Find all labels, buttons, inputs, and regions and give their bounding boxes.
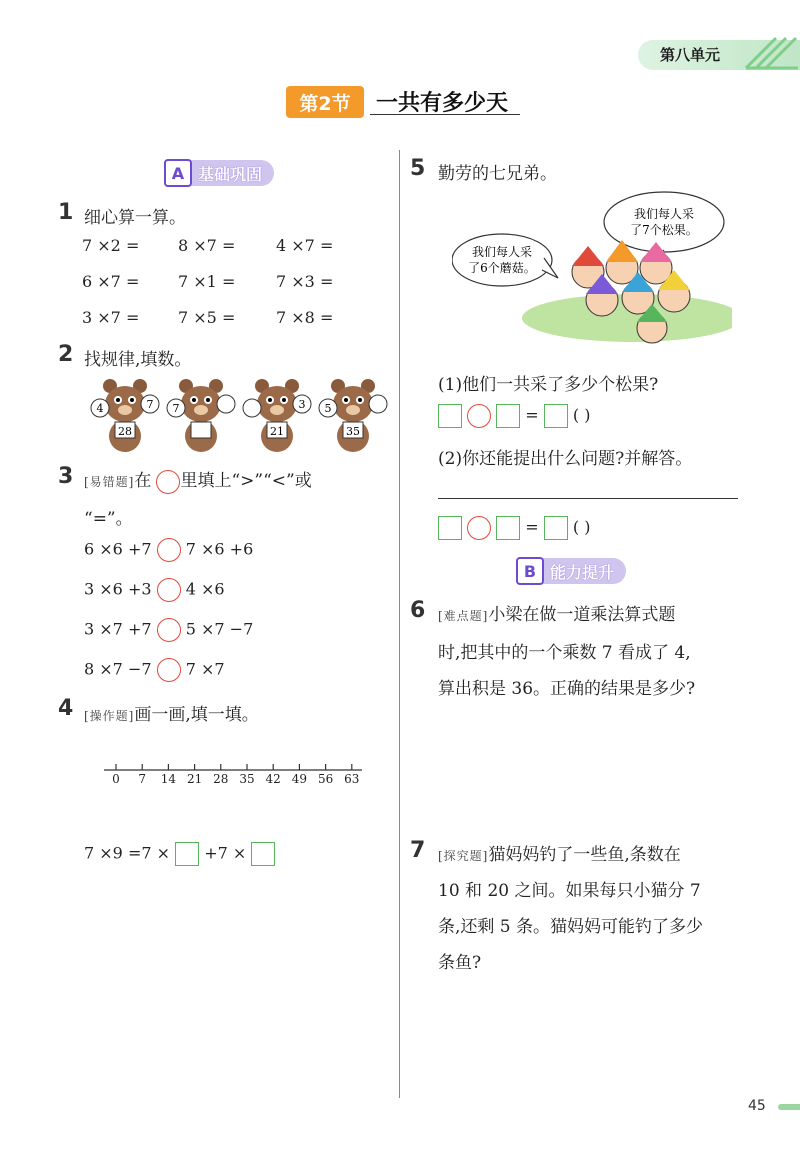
bubble1-line1: 我们每人采 xyxy=(633,207,695,221)
bear-icon xyxy=(243,379,311,452)
q2-number: 2 xyxy=(58,342,74,367)
q7-number: 7 xyxy=(410,838,426,863)
q1-item: 7 ×2 = xyxy=(82,236,140,255)
q2-text: 找规律,填数。 xyxy=(84,350,192,370)
q3-row xyxy=(84,578,225,602)
q7-line1-row xyxy=(438,840,681,865)
tick-label: 35 xyxy=(239,772,255,786)
q3-row xyxy=(84,618,253,642)
q4-eq-b: +7 × xyxy=(204,843,247,863)
bear-icon xyxy=(167,379,235,452)
q7-line2: 10 和 20 之间。如果每只小猫分 7 xyxy=(438,881,701,901)
bear-sign-number: 35 xyxy=(346,425,360,438)
bear-left-number: 7 xyxy=(172,402,180,415)
q6-number: 6 xyxy=(410,598,426,623)
q3-prompt xyxy=(84,466,312,494)
bear-left-number: 4 xyxy=(96,402,104,415)
page-bar xyxy=(778,1104,800,1110)
bears-illustration xyxy=(88,374,388,454)
answer-circle[interactable] xyxy=(157,538,181,562)
level-a-text: 基础巩固 xyxy=(198,164,263,184)
q1-item: 8 ×7 = xyxy=(178,236,236,255)
tick-label: 49 xyxy=(291,772,308,786)
answer-box[interactable] xyxy=(438,516,462,540)
bear-icon xyxy=(319,379,387,452)
level-a-badge xyxy=(166,160,274,186)
q3-text-line2: “=”。 xyxy=(84,509,133,529)
bear-sign-number: 28 xyxy=(118,425,132,438)
bear-icon xyxy=(91,379,159,452)
q6-line2: 时,把其中的一个乘数 7 看成了 4, xyxy=(438,643,691,663)
bubble2-line2: 了6个蘑菇。 xyxy=(468,261,536,275)
answer-circle[interactable] xyxy=(467,516,491,540)
q3-right: 4 ×6 xyxy=(185,579,225,599)
q6-tag: [难点题] xyxy=(438,609,489,623)
q3-left: 6 ×6 +7 xyxy=(84,539,152,559)
q1-item: 7 ×5 = xyxy=(178,308,236,327)
q3-left: 3 ×7 +7 xyxy=(84,619,152,639)
q7-tag: [探究题] xyxy=(438,849,489,863)
q4-prompt xyxy=(84,700,259,725)
answer-box[interactable] xyxy=(496,404,520,428)
tick-label: 28 xyxy=(213,772,229,786)
tick-label: 42 xyxy=(265,772,281,786)
answer-box[interactable] xyxy=(496,516,520,540)
unit-paren: ( ) xyxy=(572,517,591,537)
q3-right: 5 ×7 −7 xyxy=(185,619,254,639)
level-a-letter: A xyxy=(164,159,192,187)
q4-tag: [操作题] xyxy=(84,709,135,723)
q6-line1: 小梁在做一道乘法算式题 xyxy=(488,605,676,625)
answer-circle[interactable] xyxy=(157,658,181,682)
q1-item: 4 ×7 = xyxy=(276,236,334,255)
seven-brothers-illustration xyxy=(452,188,732,348)
q3-right: 7 ×7 xyxy=(185,659,225,679)
q3-tag: [易错题] xyxy=(84,475,135,489)
q3-text-pre: 在 xyxy=(134,471,152,491)
q5-sub1: (1)他们一共采了多少个松果? xyxy=(438,375,659,395)
q3-left: 8 ×7 −7 xyxy=(84,659,152,679)
level-b-badge xyxy=(518,558,626,584)
tick-label: 56 xyxy=(317,772,334,786)
level-b-text: 能力提升 xyxy=(550,562,615,582)
tick-label: 21 xyxy=(186,772,203,786)
q6-line1-row xyxy=(438,600,675,625)
section-badge: 第2节 xyxy=(286,86,364,118)
bear-right-number: 3 xyxy=(298,398,306,411)
stripes-icon xyxy=(742,32,800,72)
tick-label: 14 xyxy=(160,772,177,786)
answer-line[interactable] xyxy=(438,498,738,499)
q3-row xyxy=(84,658,225,682)
answer-box[interactable] xyxy=(544,516,568,540)
q1-number: 1 xyxy=(58,200,74,225)
tick-label: 0 xyxy=(112,772,120,786)
q7-line1: 猫妈妈钓了一些鱼,条数在 xyxy=(488,845,681,865)
bear-left-number: 5 xyxy=(324,402,332,415)
bubble2-line1: 我们每人采 xyxy=(471,245,533,259)
q3-number: 3 xyxy=(58,464,74,489)
tick-label: 63 xyxy=(344,772,360,786)
answer-circle[interactable] xyxy=(156,470,180,494)
answer-circle[interactable] xyxy=(467,404,491,428)
q7-line4: 条鱼? xyxy=(438,953,482,973)
unit-paren: ( ) xyxy=(572,405,591,425)
equals-sign: = xyxy=(525,517,539,537)
q3-left: 3 ×6 +3 xyxy=(84,579,152,599)
q5-equation-2 xyxy=(438,516,590,540)
q5-text: 勤劳的七兄弟。 xyxy=(438,164,557,184)
equals-sign: = xyxy=(525,405,539,425)
q6-line3: 算出积是 36。正确的结果是多少? xyxy=(438,679,696,699)
answer-box[interactable] xyxy=(544,404,568,428)
answer-circle[interactable] xyxy=(157,578,181,602)
bear-right-number: 7 xyxy=(146,398,154,411)
q4-number: 4 xyxy=(58,696,74,721)
q4-eq-a: 7 ×9 =7 × xyxy=(84,843,171,863)
q3-text-post: 里填上“>”“<”或 xyxy=(180,471,312,491)
unit-label: 第八单元 xyxy=(660,46,721,64)
q5-sub2: (2)你还能提出什么问题?并解答。 xyxy=(438,449,693,469)
title-underline xyxy=(370,114,520,115)
column-divider xyxy=(399,150,400,1098)
number-line-labels xyxy=(100,772,370,792)
q1-item: 7 ×3 = xyxy=(276,272,334,291)
q1-text: 细心算一算。 xyxy=(84,208,186,228)
q5-number: 5 xyxy=(410,156,426,181)
answer-box[interactable] xyxy=(251,842,275,866)
page-number: 45 xyxy=(748,1098,766,1114)
level-b-letter: B xyxy=(516,557,544,585)
q3-row xyxy=(84,538,253,562)
q1-item: 7 ×8 = xyxy=(276,308,334,327)
answer-box[interactable] xyxy=(438,404,462,428)
bubble1-line2: 了7个松果。 xyxy=(630,223,698,237)
tick-label: 7 xyxy=(138,772,146,786)
q4-equation xyxy=(84,842,275,866)
q1-item: 7 ×1 = xyxy=(178,272,236,291)
bear-sign-number: 21 xyxy=(270,425,284,438)
q1-item: 3 ×7 = xyxy=(82,308,140,327)
answer-box[interactable] xyxy=(175,842,199,866)
q3-right: 7 ×6 +6 xyxy=(185,539,254,559)
section-title: 一共有多少天 xyxy=(376,91,509,116)
q7-line3: 条,还剩 5 条。猫妈妈可能钓了多少 xyxy=(438,917,704,937)
q1-item: 6 ×7 = xyxy=(82,272,140,291)
answer-circle[interactable] xyxy=(157,618,181,642)
q4-text: 画一画,填一填。 xyxy=(134,705,259,725)
q5-equation-1 xyxy=(438,404,590,428)
